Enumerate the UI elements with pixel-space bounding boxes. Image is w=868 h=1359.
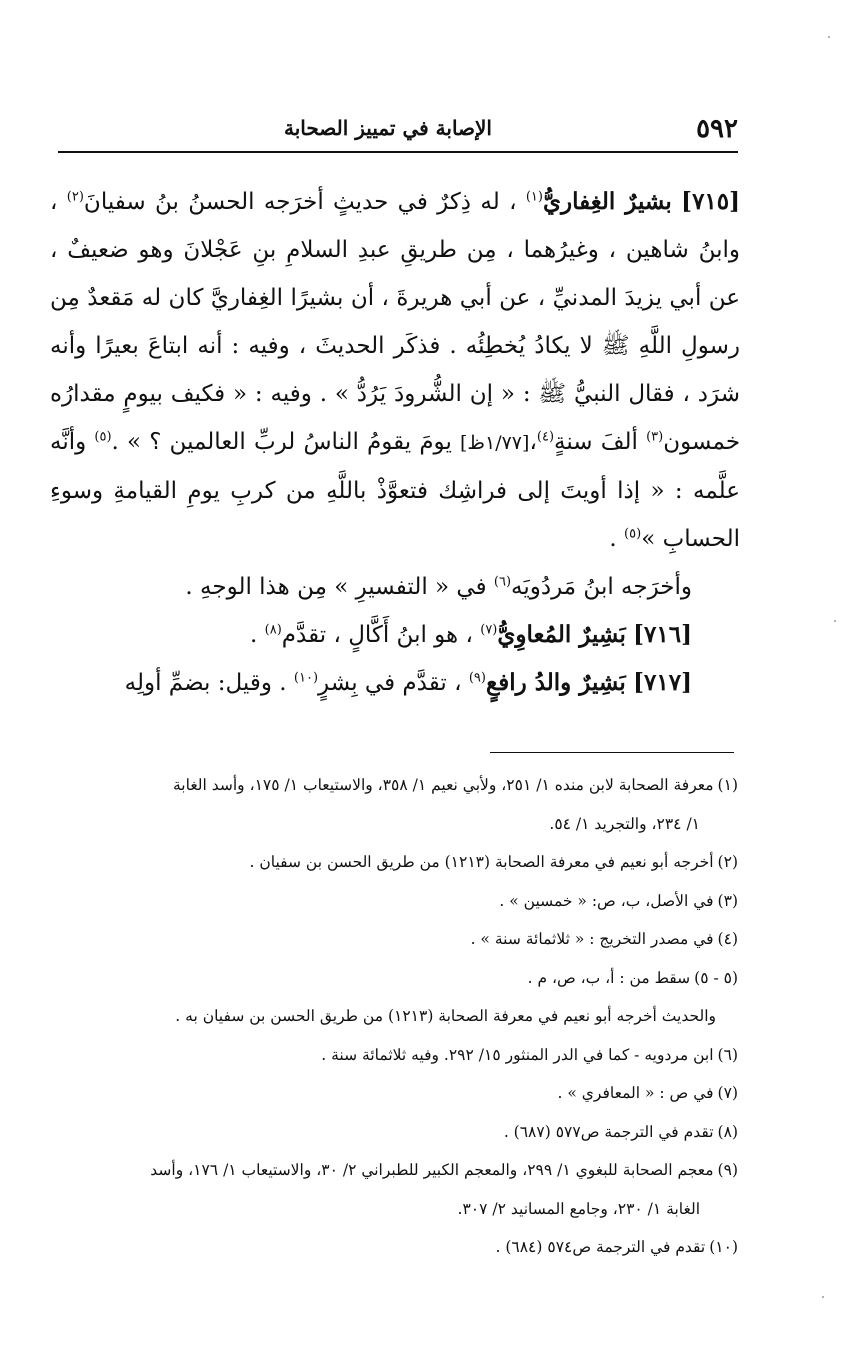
entry-number: [٧١٧] [633, 669, 692, 696]
footnote-text: ابن مردويه - كما في الدر المنثور ١٥/ ٢٩٢. وفيه ثلاثمائة سنة . [321, 1045, 714, 1064]
entry-text: . [609, 526, 617, 552]
footnote-mark: (٦) [717, 1045, 738, 1064]
scan-speck [828, 36, 830, 38]
entry-name: بشيرٌ الغِفاريُّ [542, 188, 672, 215]
footnote-marker: (٨) [264, 622, 282, 638]
footnote-text: في الأصل، ب، ص: « خمسين » . [499, 891, 714, 910]
footnote-text: أخرجه أبو نعيم في معرفة الصحابة (١٢١٣) من طريق الحسن بن سفيان . [249, 853, 714, 871]
page-number: ٥٩٢ [696, 114, 738, 144]
footnote-mark: (٥ - ٥) [694, 968, 738, 987]
footnote-text: معرفة الصحابة لابن منده ١/ ٢٥١، ولأبي نعيم ١/ ٣٥٨، والاستيعاب ١/ ١٧٥، وأسد الغابة [172, 776, 714, 794]
entry-text: وأنَّه علَّمه : « إذا أويتَ إلى فراشِك فتعوَّذْ باللَّهِ من كربِ يومِ القيامةِ وسوءِ الحسابِ » [50, 429, 740, 552]
footnote [48, 1151, 738, 1190]
footnote-rule [490, 752, 734, 753]
footnote-mark: (١) [717, 776, 738, 794]
footnote-text: الغابة ١/ ٢٣٠، وجامع المسانيد ٢/ ٣٠٧. [457, 1199, 700, 1218]
footnote [48, 882, 738, 921]
scan-speck [822, 1296, 824, 1298]
footnote-note [48, 997, 738, 1036]
footnote-text: سقط من : أ، ب، ص، م . [527, 968, 691, 987]
entry-name: بَشِيرٌ المُعاوِيُّ [497, 621, 626, 648]
entry-text: ، وابنُ شاهين ، وغيرُهما ، مِن طريقِ عبدِ السلامِ بنِ عَجْلانَ وهو ضعيفٌ ، عن أبي يزيدَ المدنيِّ ، عن أبي هريرةَ ، أن بشيرًا الغِفاريَّ كان له مَقعدٌ مِن رسولِ اللَّهِ ﷺ لا يكادُ يُخطِئُه . فذكَر الحديثَ ، وفيه : أنه ابتاعَ بعيرًا وأنه شرَد ، فقال النبيُّ ﷺ : « إن الشُّرودَ يَرُدُّ » . وفيه : « فكيف بيومٍ مقدارُه خمسون [50, 189, 741, 455]
entry-text: ، تقدَّم في بِشرٍ [318, 670, 462, 696]
scan-speck [834, 620, 836, 622]
footnote [48, 920, 738, 959]
footnote-marker: (٢) [66, 189, 84, 205]
footnote [48, 766, 738, 805]
entry-716 [50, 611, 740, 659]
footnote-marker: (١) [525, 189, 543, 205]
footnote [48, 1074, 738, 1113]
footnote-marker: (٥) [94, 429, 112, 445]
footnote [48, 843, 738, 882]
footnote-mark: (٨) [717, 1122, 738, 1141]
footnote-mark: (٧) [717, 1084, 738, 1102]
entry-text: وأخرَجه ابنُ مَردُويَه [511, 574, 692, 600]
footnote-marker: (١٠) [293, 670, 319, 686]
footnote-marker: (٥) [624, 526, 642, 542]
entry-text: . [250, 622, 258, 648]
footnote [48, 959, 738, 998]
footnote-marker: (٤) [536, 429, 555, 445]
footnote-text: في مصدر التخريج : « ثلاثمائة سنة » . [470, 930, 714, 948]
footnote-mark: (٣) [717, 891, 738, 910]
page-header [58, 114, 738, 150]
footnotes [48, 766, 738, 1267]
footnote-text: ١/ ٢٣٤، والتجريد ١/ ٥٤. [549, 814, 700, 833]
entry-text: في « التفسيرِ » مِن هذا الوجهِ . [185, 574, 487, 600]
footnote-continuation [48, 805, 738, 844]
main-text [50, 178, 740, 707]
footnote-text: والحديث أخرجه أبو نعيم في معرفة الصحابة (١٢١٣) من طريق الحسن بن سفيان به . [175, 1007, 716, 1025]
footnote [48, 1036, 738, 1075]
entry-text: . وقيل: بضمِّ أولِه [124, 670, 287, 696]
footnote-text: معجم الصحابة للبغوي ١/ ٢٩٩، والمعجم الكبير للطبراني ٢/ ٣٠، والاستيعاب ١/ ١٧٦، وأسد [150, 1161, 714, 1179]
entry-text: ألفَ سنةٍ [554, 429, 638, 455]
footnote [48, 1113, 738, 1152]
entry-715-takhrij [50, 563, 740, 611]
footnote-mark: (٩) [717, 1161, 738, 1179]
footnote-text: تقدم في الترجمة ص٥٧٧ (٦٨٧) . [503, 1122, 714, 1141]
footnote-continuation [48, 1190, 738, 1229]
entry-number: [٧١٥] [681, 188, 741, 215]
entry-number: [٧١٦] [633, 621, 692, 648]
footnote-mark: (٢) [717, 853, 738, 871]
entry-text: يومَ يقومُ الناسُ لربِّ العالمين ؟ » . [111, 429, 452, 455]
entry-715: [٧١٥] بشيرٌ الغِفاريُّ$^{(١)}$ ، له ذِكرٌ في حديثٍ أخرَجه الحسنُ بنُ سفيانَ$^{(٢)}$ ، وابنُ شاهين ، وغيرُهما ، مِن طريقِ عبدِ السلامِ بنِ عَجْلانَ وهو ضعيفٌ ، عن أبي يزيدَ المدنيِّ ، عن أبي هريرةَ ، أن بشيرًا الغِفاريَّ كان له مَقعدٌ مِن رسولِ اللَّهِ ﷺ لا يكادُ يُخطِئُه . فذكَر الحديثَ ، وفيه : أنه ابتاعَ بعيرًا وأنه شرَد ، فقال النبيُّ ﷺ : « إن الشُّرودَ يَرُدُّ » . وفيه : « فكيف بيومٍ مقدارُه خمسون$^{(٣)}$ ألفَ سنةٍ$^{(٤)}$،[١/٧٧ظ] يومَ يقومُ الناسُ لربِّ العالمين ؟ » .$^{(٥)}$ وأنَّه علَّمه : « إذا أويتَ إلى فراشِك فتعوَّذْ باللَّهِ من كربِ يومِ القيامةِ وسوءِ الحسابِ »$^{(٥)}$ . [50, 188, 741, 552]
footnote-marker: (٩) [468, 670, 486, 686]
footnote-text: في ص : « المعافري » . [557, 1084, 714, 1102]
entry-717 [50, 659, 740, 707]
header-rule [58, 151, 738, 153]
footnote-mark: (٤) [717, 930, 738, 948]
running-title: الإصابة في تمييز الصحابة [284, 116, 492, 140]
folio-marker: [١/٧٧ظ] [460, 432, 530, 454]
entry-text: ، هو ابنُ أَكَّالٍ ، تقدَّم [281, 622, 473, 648]
footnote-text: تقدم في الترجمة ص٥٧٤ (٦٨٤) . [495, 1238, 706, 1256]
footnote-marker: (٦) [493, 574, 512, 590]
footnote [48, 1228, 738, 1267]
entry-text: ، له ذِكرٌ في حديثٍ أخرَجه الحسنُ بنُ سفيانَ [83, 189, 517, 215]
entry-name: بَشِيرٌ والدُ رافعٍ [485, 669, 626, 696]
footnote-mark: (١٠) [709, 1238, 738, 1256]
footnote-marker: (٣) [646, 429, 664, 445]
footnote-marker: (٧) [480, 622, 498, 638]
